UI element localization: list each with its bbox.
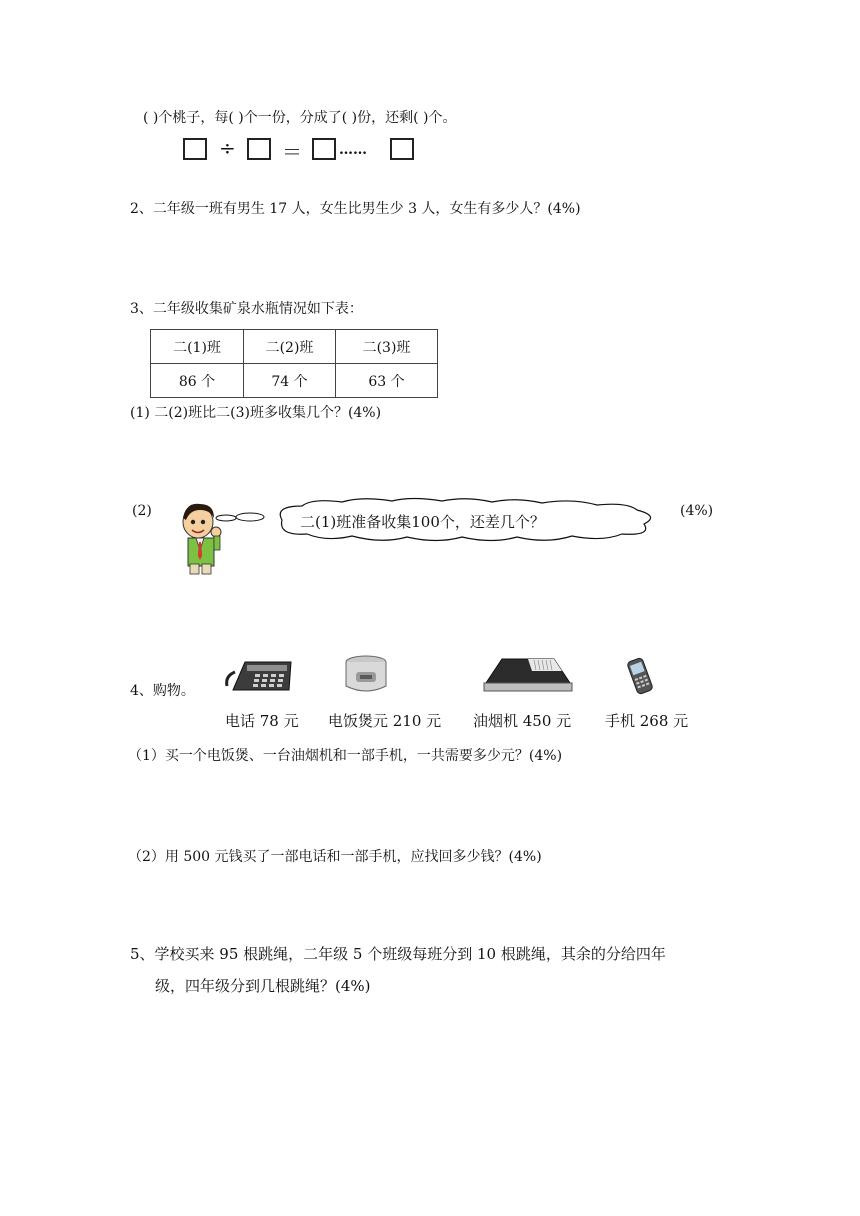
table-value-row <box>151 364 438 398</box>
rice-cooker-image <box>342 654 390 696</box>
mobile-phone-image <box>620 656 660 696</box>
table-header-row <box>151 330 438 364</box>
question-5-line-1: 5、学校买来 95 根跳绳，二年级 5 个班级每班分到 10 根跳绳，其余的分给四年 <box>130 945 666 963</box>
remainder-box[interactable] <box>390 138 414 160</box>
remainder-ellipsis: …… <box>339 142 367 158</box>
table-value-cell: 74 个 <box>244 364 336 398</box>
dividend-box[interactable] <box>183 138 207 160</box>
item-price-label: 电饭煲元 210 元 <box>328 712 442 730</box>
table-header-cell: 二(1)班 <box>151 330 244 364</box>
item-price-label: 电话 78 元 <box>225 712 299 730</box>
question-4: 4、购物。 <box>130 683 195 699</box>
fill-in-sentence: ( )个桃子，每( )个一份，分成了( )份，还剩( )个。 <box>143 110 457 126</box>
table-header-cell: 二(3)班 <box>336 330 438 364</box>
table-header-cell: 二(2)班 <box>244 330 336 364</box>
question-3: 3、二年级收集矿泉水瓶情况如下表： <box>130 301 363 317</box>
question-4-sub-1: （1）买一个电饭煲、一台油烟机和一部手机，一共需要多少元？(4%) <box>128 748 563 764</box>
speech-cloud-text: 二(1)班准备收集100个，还差几个？ <box>300 513 545 531</box>
item-price-label: 油烟机 450 元 <box>473 712 572 730</box>
question-3-sub-2-points: (4%) <box>680 503 714 519</box>
telephone-image <box>225 656 297 694</box>
question-3-sub-2-label: (2) <box>132 503 152 519</box>
question-5-line-2: 级，四年级分到几根跳绳？(4%) <box>155 977 371 995</box>
table-value-cell: 86 个 <box>151 364 244 398</box>
table-value-cell: 63 个 <box>336 364 438 398</box>
range-hood-image <box>482 657 574 693</box>
question-4-sub-2: （2）用 500 元钱买了一部电话和一部手机，应找回多少钱？(4%) <box>128 849 542 865</box>
divisor-box[interactable] <box>247 138 271 160</box>
item-price-label: 手机 268 元 <box>605 712 689 730</box>
bottle-collection-table <box>150 329 438 398</box>
quotient-box[interactable] <box>312 138 336 160</box>
divide-sign: ÷ <box>219 136 236 160</box>
question-2: 2、二年级一班有男生 17 人，女生比男生少 3 人，女生有多少人？(4%) <box>130 201 581 217</box>
question-3-sub-1: (1) 二(2)班比二(3)班多收集几个？(4%) <box>130 405 382 421</box>
equals-sign: ＝ <box>282 140 302 164</box>
